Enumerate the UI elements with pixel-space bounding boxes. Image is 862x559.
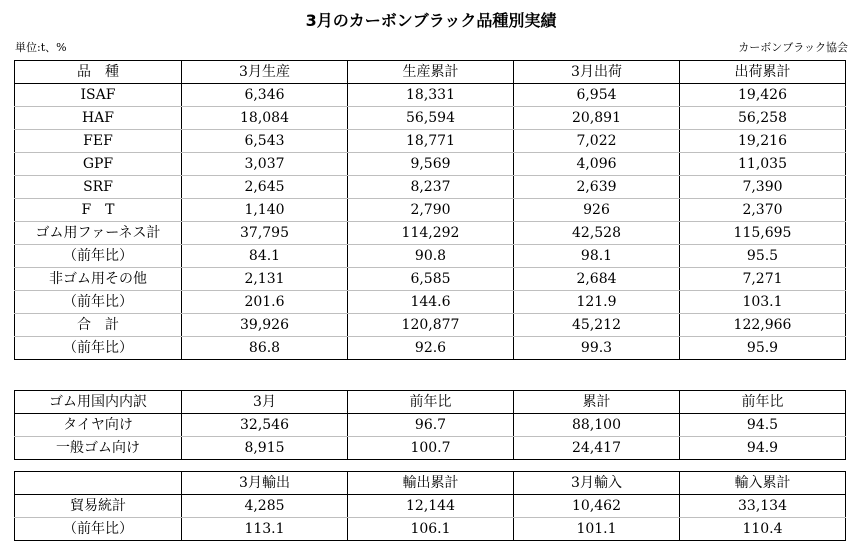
header-row bbox=[15, 391, 846, 414]
data-cell: 103.1 bbox=[680, 291, 846, 314]
data-cell: 110.4 bbox=[680, 518, 846, 541]
data-cell: 33,134 bbox=[680, 495, 846, 518]
data-cell: 18,771 bbox=[348, 130, 514, 153]
data-cell: 92.6 bbox=[348, 337, 514, 360]
header-cell bbox=[15, 472, 182, 495]
row-label: 貿易統計 bbox=[15, 495, 182, 518]
header-cell: 3月出荷 bbox=[514, 61, 680, 84]
data-cell: 19,216 bbox=[680, 130, 846, 153]
header-row bbox=[15, 472, 846, 495]
data-cell: 122,966 bbox=[680, 314, 846, 337]
table-row bbox=[15, 222, 846, 245]
data-cell: 201.6 bbox=[182, 291, 348, 314]
data-cell: 39,926 bbox=[182, 314, 348, 337]
data-cell: 90.8 bbox=[348, 245, 514, 268]
row-label: ゴム用ファーネス計 bbox=[15, 222, 182, 245]
table-row bbox=[15, 314, 846, 337]
table-row bbox=[15, 495, 846, 518]
header-cell: 3月輸入 bbox=[514, 472, 680, 495]
data-cell: 96.7 bbox=[348, 414, 514, 437]
table-row bbox=[15, 176, 846, 199]
data-cell: 144.6 bbox=[348, 291, 514, 314]
data-cell: 32,546 bbox=[182, 414, 348, 437]
row-label: HAF bbox=[15, 107, 182, 130]
header-row bbox=[15, 61, 846, 84]
table-row bbox=[15, 337, 846, 360]
table-row bbox=[15, 414, 846, 437]
row-label: F T bbox=[15, 199, 182, 222]
data-cell: 121.9 bbox=[514, 291, 680, 314]
data-cell: 95.9 bbox=[680, 337, 846, 360]
row-label: GPF bbox=[15, 153, 182, 176]
data-cell: 99.3 bbox=[514, 337, 680, 360]
data-cell: 3,037 bbox=[182, 153, 348, 176]
row-label: 一般ゴム向け bbox=[15, 437, 182, 460]
header-cell: 3月生産 bbox=[182, 61, 348, 84]
data-cell: 2,790 bbox=[348, 199, 514, 222]
production-table bbox=[14, 60, 846, 360]
row-label: SRF bbox=[15, 176, 182, 199]
header-cell: ゴム用国内内訳 bbox=[15, 391, 182, 414]
header-cell: 輸入累計 bbox=[680, 472, 846, 495]
header-cell: 生産累計 bbox=[348, 61, 514, 84]
data-cell: 120,877 bbox=[348, 314, 514, 337]
data-cell: 56,258 bbox=[680, 107, 846, 130]
header-cell: 輸出累計 bbox=[348, 472, 514, 495]
table-row bbox=[15, 245, 846, 268]
data-cell: 2,684 bbox=[514, 268, 680, 291]
header-cell: 品 種 bbox=[15, 61, 182, 84]
data-cell: 2,645 bbox=[182, 176, 348, 199]
row-label: （前年比） bbox=[15, 518, 182, 541]
data-cell: 88,100 bbox=[514, 414, 680, 437]
data-cell: 7,022 bbox=[514, 130, 680, 153]
data-cell: 95.5 bbox=[680, 245, 846, 268]
row-label: （前年比） bbox=[15, 245, 182, 268]
table-row bbox=[15, 268, 846, 291]
data-cell: 2,639 bbox=[514, 176, 680, 199]
data-cell: 19,426 bbox=[680, 84, 846, 107]
data-cell: 113.1 bbox=[182, 518, 348, 541]
row-label: 合 計 bbox=[15, 314, 182, 337]
trade-statistics-table bbox=[14, 471, 846, 541]
data-cell: 926 bbox=[514, 199, 680, 222]
table-row bbox=[15, 107, 846, 130]
data-cell: 101.1 bbox=[514, 518, 680, 541]
data-cell: 42,528 bbox=[514, 222, 680, 245]
table-row bbox=[15, 153, 846, 176]
data-cell: 94.9 bbox=[680, 437, 846, 460]
table-row bbox=[15, 518, 846, 541]
domestic-breakdown-table bbox=[14, 390, 846, 460]
row-label: ISAF bbox=[15, 84, 182, 107]
data-cell: 6,346 bbox=[182, 84, 348, 107]
data-cell: 56,594 bbox=[348, 107, 514, 130]
data-cell: 20,891 bbox=[514, 107, 680, 130]
data-cell: 10,462 bbox=[514, 495, 680, 518]
data-cell: 4,096 bbox=[514, 153, 680, 176]
data-cell: 1,140 bbox=[182, 199, 348, 222]
source-label: カーボンブラック協会 bbox=[738, 41, 848, 54]
data-cell: 24,417 bbox=[514, 437, 680, 460]
data-cell: 18,084 bbox=[182, 107, 348, 130]
row-label: FEF bbox=[15, 130, 182, 153]
data-cell: 37,795 bbox=[182, 222, 348, 245]
data-cell: 86.8 bbox=[182, 337, 348, 360]
row-label: （前年比） bbox=[15, 291, 182, 314]
table-row bbox=[15, 199, 846, 222]
data-cell: 18,331 bbox=[348, 84, 514, 107]
table-row bbox=[15, 291, 846, 314]
data-cell: 7,390 bbox=[680, 176, 846, 199]
table-row bbox=[15, 437, 846, 460]
data-cell: 6,585 bbox=[348, 268, 514, 291]
header-cell: 前年比 bbox=[348, 391, 514, 414]
data-cell: 6,954 bbox=[514, 84, 680, 107]
data-cell: 98.1 bbox=[514, 245, 680, 268]
unit-label: 単位:t、% bbox=[15, 41, 67, 54]
data-cell: 2,131 bbox=[182, 268, 348, 291]
data-cell: 114,292 bbox=[348, 222, 514, 245]
data-cell: 8,237 bbox=[348, 176, 514, 199]
data-cell: 2,370 bbox=[680, 199, 846, 222]
data-cell: 94.5 bbox=[680, 414, 846, 437]
data-cell: 7,271 bbox=[680, 268, 846, 291]
row-label: 非ゴム用その他 bbox=[15, 268, 182, 291]
data-cell: 6,543 bbox=[182, 130, 348, 153]
data-cell: 84.1 bbox=[182, 245, 348, 268]
table-row bbox=[15, 84, 846, 107]
header-cell: 前年比 bbox=[680, 391, 846, 414]
data-cell: 8,915 bbox=[182, 437, 348, 460]
data-cell: 106.1 bbox=[348, 518, 514, 541]
data-cell: 4,285 bbox=[182, 495, 348, 518]
data-cell: 115,695 bbox=[680, 222, 846, 245]
data-cell: 9,569 bbox=[348, 153, 514, 176]
header-cell: 累計 bbox=[514, 391, 680, 414]
header-cell: 3月 bbox=[182, 391, 348, 414]
data-cell: 11,035 bbox=[680, 153, 846, 176]
data-cell: 100.7 bbox=[348, 437, 514, 460]
page-title: 3月のカーボンブラック品種別実績 bbox=[305, 11, 557, 30]
row-label: （前年比） bbox=[15, 337, 182, 360]
data-cell: 45,212 bbox=[514, 314, 680, 337]
row-label: タイヤ向け bbox=[15, 414, 182, 437]
header-cell: 出荷累計 bbox=[680, 61, 846, 84]
header-cell: 3月輸出 bbox=[182, 472, 348, 495]
data-cell: 12,144 bbox=[348, 495, 514, 518]
table-row bbox=[15, 130, 846, 153]
